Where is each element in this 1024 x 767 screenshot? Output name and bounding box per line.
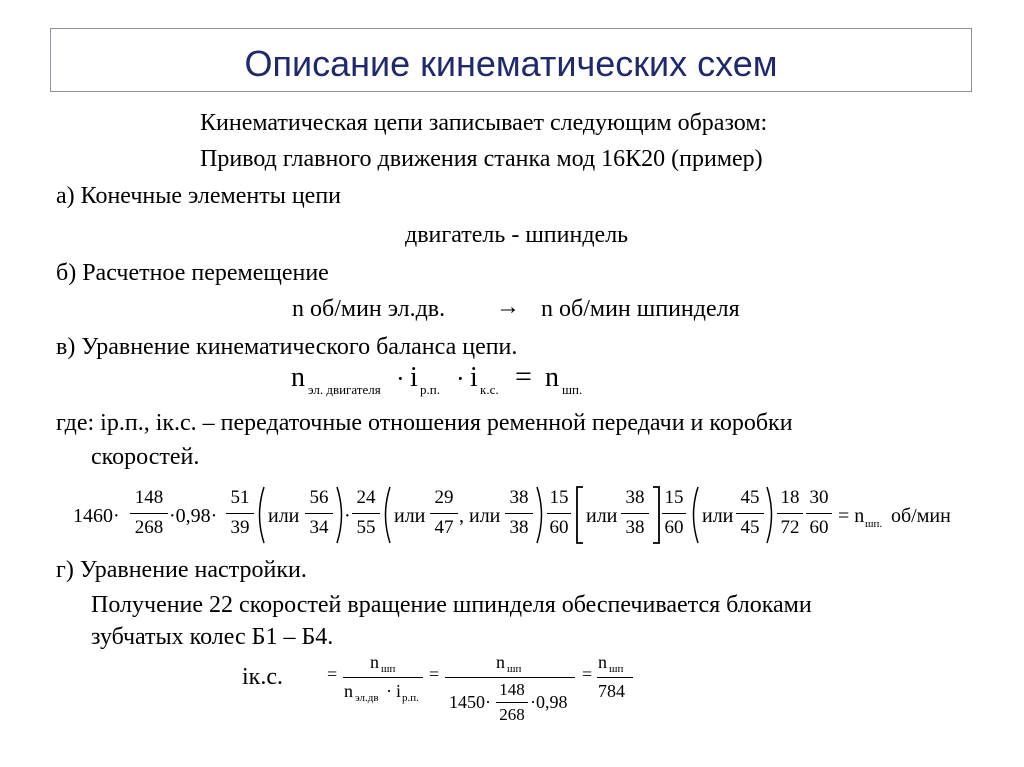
fraction-bar xyxy=(343,677,423,678)
tuning-fa-num: n xyxy=(370,652,379,672)
lf-f5-num: 29 xyxy=(434,487,454,508)
lf-or-4: или xyxy=(586,505,618,527)
lf-f3-den: 34 xyxy=(309,517,329,538)
eq-n2: n xyxy=(545,362,559,393)
fraction-bar xyxy=(662,513,686,514)
lf-dot: · xyxy=(344,505,351,527)
lf-result: = n xyxy=(838,505,865,527)
lf-f9-num: 15 xyxy=(664,487,684,508)
tuning-fb-den-num: 148 xyxy=(499,680,525,699)
tuning-eq-3: = xyxy=(582,664,593,684)
tuning-fa-den-dot: · xyxy=(386,681,392,701)
lf-f2-num: 51 xyxy=(230,487,250,508)
fraction-bar xyxy=(305,513,333,514)
lf-f11-num: 18 xyxy=(780,487,800,508)
tuning-fa-den: n xyxy=(344,681,353,701)
eq-i1: i xyxy=(410,362,418,393)
fraction-bar xyxy=(430,513,458,514)
lf-result-sub: шп. xyxy=(865,518,883,530)
lf-f1-num: 148 xyxy=(134,487,164,508)
section-a-heading: а) Конечные элементы цепи xyxy=(56,183,342,209)
left-bracket xyxy=(575,486,585,544)
fraction-bar xyxy=(621,513,649,514)
lf-k: ·0,98· xyxy=(169,505,218,527)
fraction-bar xyxy=(736,513,764,514)
section-b-left: n об/мин эл.дв. xyxy=(292,296,446,322)
left-paren-2 xyxy=(382,486,392,544)
tuning-fc-num: n xyxy=(598,652,607,672)
left-paren-3 xyxy=(690,486,700,544)
lf-f10-num: 45 xyxy=(740,487,760,508)
lf-or-2: или xyxy=(394,505,426,527)
fraction-bar xyxy=(496,702,528,703)
lf-f2-den: 39 xyxy=(230,517,250,538)
lf-or-3: , или xyxy=(459,505,501,527)
right-paren-2 xyxy=(535,486,545,544)
tuning-fa-num-sub: шп xyxy=(381,663,396,675)
eq-i2: i xyxy=(470,362,478,393)
where-line-2: скоростей. xyxy=(91,444,200,470)
tuning-fb-den-end: ·0,98 xyxy=(530,692,568,712)
tuning-fc-num-sub: шп xyxy=(609,663,624,675)
right-bracket xyxy=(651,486,661,544)
lf-f1-den: 268 xyxy=(134,517,164,538)
section-v-heading: в) Уравнение кинематического баланса цепи. xyxy=(56,334,518,360)
tuning-label: iк.с. xyxy=(242,664,283,690)
lf-or-5: или xyxy=(702,505,734,527)
tuning-fb-den-den: 268 xyxy=(499,705,525,724)
lf-f11-den: 72 xyxy=(780,517,800,538)
lf-or-1: или xyxy=(268,505,300,527)
fraction-bar xyxy=(352,513,380,514)
fraction-bar xyxy=(226,513,254,514)
eq-dot-1: · xyxy=(396,364,405,393)
fraction-bar xyxy=(505,513,533,514)
lf-f6-den: 38 xyxy=(509,517,529,538)
eq-sub-spindle: шп. xyxy=(562,382,583,397)
eq-dot-2: · xyxy=(456,364,465,393)
right-paren-3 xyxy=(765,486,775,544)
tuning-eq-1: = xyxy=(327,664,338,684)
tuning-fa-den-i: i xyxy=(396,681,402,701)
section-b-right: n об/мин шпинделя xyxy=(541,296,740,322)
section-b-heading: б) Расчетное перемещение xyxy=(56,260,329,286)
lf-f8-den: 38 xyxy=(625,517,645,538)
lf-f6-num: 38 xyxy=(509,487,529,508)
fraction-bar xyxy=(445,677,575,678)
left-paren-1 xyxy=(256,486,266,544)
lf-f7-num: 15 xyxy=(549,487,569,508)
lf-f7-den: 60 xyxy=(549,517,569,538)
where-line-1: где: iр.п., iк.с. – передаточные отношения ременной передачи и коробки xyxy=(56,410,793,436)
tuning-fb-num: n xyxy=(496,652,505,672)
eq-n1: n xyxy=(291,362,305,393)
lf-unit: об/мин xyxy=(891,505,951,527)
section-g-text-2: зубчатых колес Б1 – Б4. xyxy=(91,624,334,650)
lf-f10-den: 45 xyxy=(740,517,760,538)
tuning-fb-num-sub: шп xyxy=(507,663,522,675)
lf-f4-den: 55 xyxy=(356,517,376,538)
eq-sub-box: к.с. xyxy=(480,382,499,397)
title-box xyxy=(50,28,972,92)
section-g-heading: г) Уравнение настройки. xyxy=(56,557,307,583)
slide-title: Описание кинематических схем xyxy=(244,43,778,84)
lf-f3-num: 56 xyxy=(309,487,329,508)
section-a-value: двигатель - шпиндель xyxy=(405,222,629,248)
lf-f4-num: 24 xyxy=(356,487,376,508)
lf-f12-den: 60 xyxy=(809,517,829,538)
lf-start: 1460· xyxy=(73,505,120,527)
eq-sub-belt: р.п. xyxy=(420,382,440,397)
eq-sub-engine: эл. двигателя xyxy=(308,382,381,397)
tuning-fa-den-sub1: эл.дв xyxy=(355,692,379,704)
lf-f8-num: 38 xyxy=(625,487,645,508)
section-g-text-1: Получение 22 скоростей вращение шпинделя обеспечивается блоками xyxy=(91,592,812,618)
fraction-bar xyxy=(806,513,832,514)
intro-line-1: Кинематическая цепи записывает следующим образом: xyxy=(200,110,768,136)
fraction-bar xyxy=(547,513,571,514)
lf-f9-den: 60 xyxy=(664,517,684,538)
lf-f12-num: 30 xyxy=(809,487,829,508)
eq-equals: = xyxy=(515,360,532,393)
lf-f5-den: 47 xyxy=(434,517,454,538)
tuning-fa-den-sub2: р.п. xyxy=(402,692,419,704)
arrow-icon: → xyxy=(496,294,520,320)
fraction-bar xyxy=(130,513,168,514)
intro-line-2: Привод главного движения станка мод 16К20 (пример) xyxy=(200,146,763,172)
tuning-eq-2: = xyxy=(429,664,440,684)
tuning-fc-den: 784 xyxy=(598,681,625,701)
tuning-fb-den-start: 1450· xyxy=(449,692,491,712)
fraction-bar xyxy=(597,677,633,678)
fraction-bar xyxy=(777,513,803,514)
